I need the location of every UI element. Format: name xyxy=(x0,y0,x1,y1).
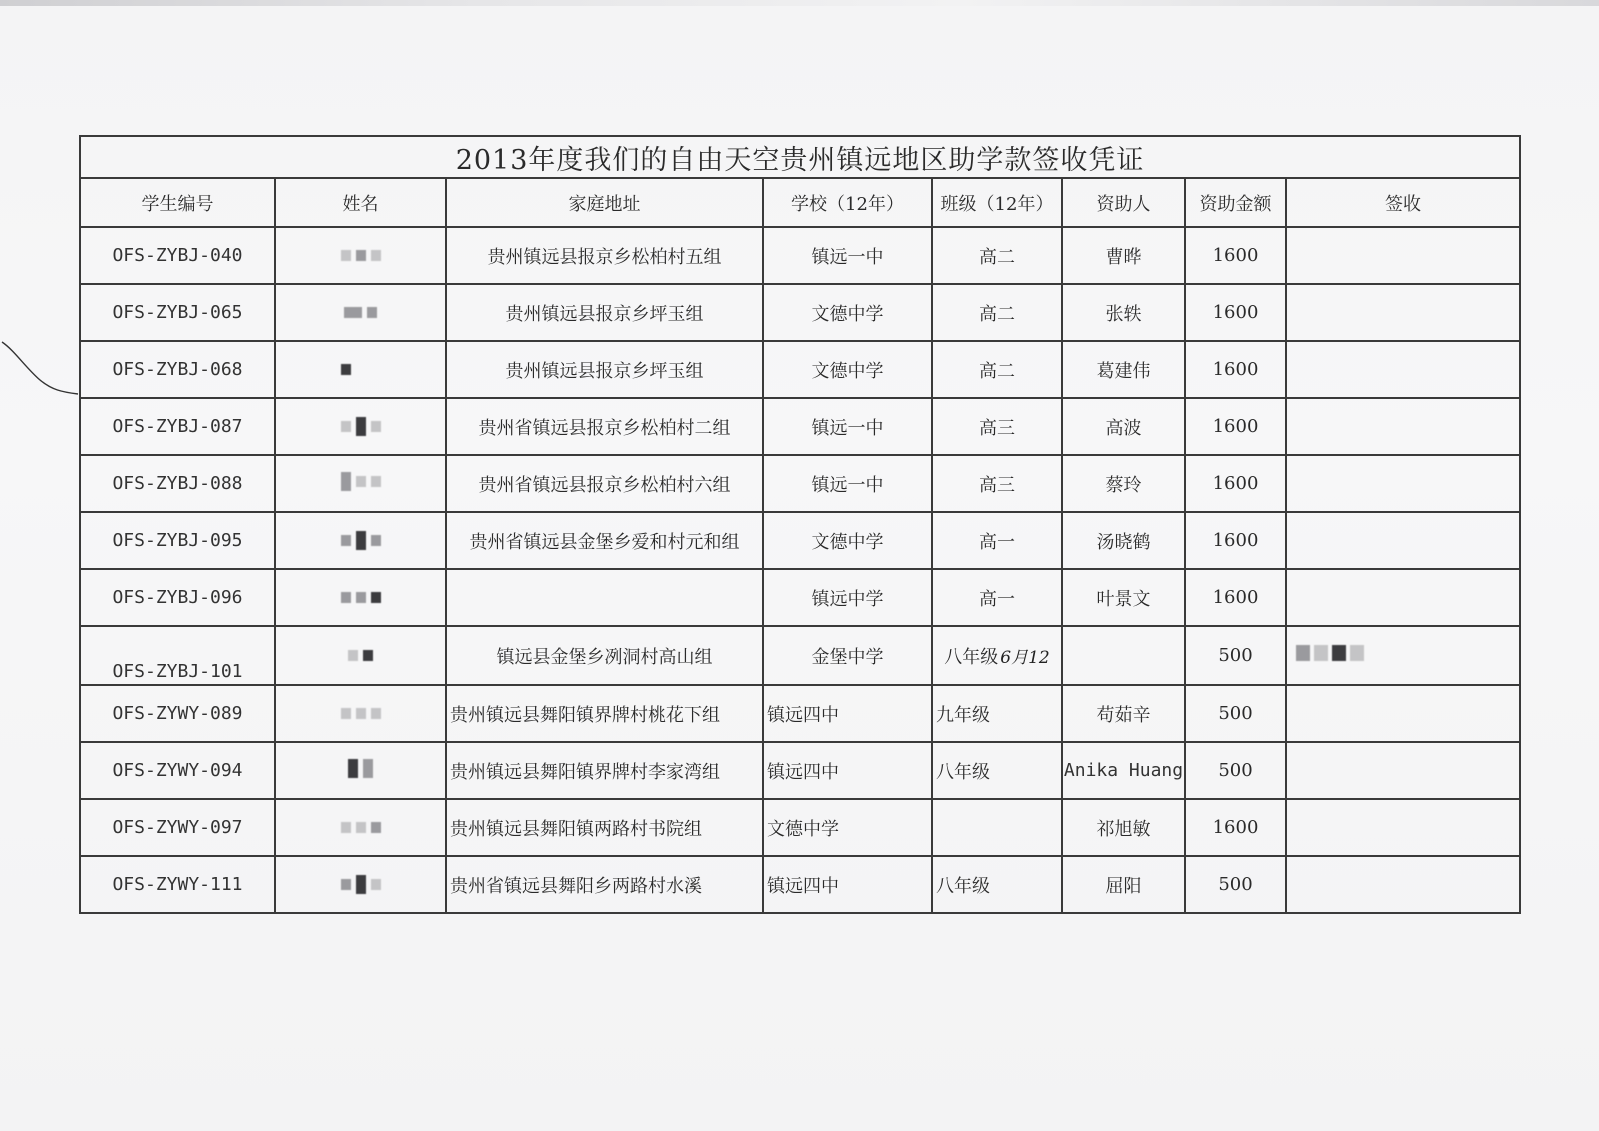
school: 金堡中学 xyxy=(763,626,932,685)
name-redacted xyxy=(275,856,446,913)
signature-cell xyxy=(1286,284,1520,341)
grade: 八年级 xyxy=(932,742,1062,799)
amount: 500 xyxy=(1185,626,1286,685)
sponsor: 曹晔 xyxy=(1062,227,1185,284)
school: 文德中学 xyxy=(763,284,932,341)
address: 贵州省镇远县报京乡松柏村六组 xyxy=(446,455,763,512)
signature-cell xyxy=(1286,626,1520,685)
signature-cell xyxy=(1286,398,1520,455)
amount: 1600 xyxy=(1185,569,1286,626)
name-redacted xyxy=(275,569,446,626)
table-row xyxy=(80,742,1520,799)
amount: 500 xyxy=(1185,856,1286,913)
address: 贵州省镇远县舞阳乡两路村水溪 xyxy=(446,856,763,913)
amount: 500 xyxy=(1185,685,1286,742)
header-school: 学校（12年） xyxy=(763,178,932,227)
table-row xyxy=(80,626,1520,685)
address: 贵州省镇远县报京乡松柏村二组 xyxy=(446,398,763,455)
student-id: OFS-ZYBJ-068 xyxy=(80,341,275,398)
sponsor: 汤晓鹤 xyxy=(1062,512,1185,569)
signature-cell xyxy=(1286,227,1520,284)
sponsor: 张轶 xyxy=(1062,284,1185,341)
grade xyxy=(932,799,1062,856)
paper-edge xyxy=(0,0,1599,6)
sponsor: 屈阳 xyxy=(1062,856,1185,913)
student-id: OFS-ZYBJ-088 xyxy=(80,455,275,512)
receipt-table xyxy=(79,135,1521,914)
header-student-id: 学生编号 xyxy=(80,178,275,227)
school: 镇远四中 xyxy=(763,856,932,913)
student-id: OFS-ZYWY-089 xyxy=(80,685,275,742)
signature-cell xyxy=(1286,856,1520,913)
student-id: OFS-ZYBJ-096 xyxy=(80,569,275,626)
table-row xyxy=(80,227,1520,284)
name-redacted xyxy=(275,512,446,569)
school: 镇远四中 xyxy=(763,685,932,742)
address: 贵州镇远县报京乡松柏村五组 xyxy=(446,227,763,284)
table-row xyxy=(80,398,1520,455)
amount: 1600 xyxy=(1185,398,1286,455)
name-redacted xyxy=(275,685,446,742)
student-id: OFS-ZYBJ-095 xyxy=(80,512,275,569)
school: 镇远中学 xyxy=(763,569,932,626)
school: 镇远一中 xyxy=(763,227,932,284)
signature-cell xyxy=(1286,799,1520,856)
grade: 高二 xyxy=(932,227,1062,284)
sponsor: Anika Huang xyxy=(1062,742,1185,799)
grade-cell xyxy=(932,626,1062,685)
sponsor: 苟茹辛 xyxy=(1062,685,1185,742)
sponsor: 祁旭敏 xyxy=(1062,799,1185,856)
signature-cell xyxy=(1286,341,1520,398)
student-id: OFS-ZYWY-097 xyxy=(80,799,275,856)
amount: 1600 xyxy=(1185,284,1286,341)
amount: 1600 xyxy=(1185,455,1286,512)
header-grade: 班级（12年） xyxy=(932,178,1062,227)
amount: 1600 xyxy=(1185,512,1286,569)
address: 贵州镇远县舞阳镇界牌村桃花下组 xyxy=(446,685,763,742)
header-signature: 签收 xyxy=(1286,178,1520,227)
school: 镇远一中 xyxy=(763,455,932,512)
name-redacted xyxy=(275,341,446,398)
sponsor: 蔡玲 xyxy=(1062,455,1185,512)
sponsor xyxy=(1062,626,1185,685)
name-redacted xyxy=(275,398,446,455)
name-redacted xyxy=(275,284,446,341)
grade: 八年级 xyxy=(932,856,1062,913)
table-row xyxy=(80,856,1520,913)
grade: 八年级 xyxy=(944,646,999,668)
address: 贵州镇远县舞阳镇两路村书院组 xyxy=(446,799,763,856)
header-name: 姓名 xyxy=(275,178,446,227)
amount: 1600 xyxy=(1185,799,1286,856)
amount: 500 xyxy=(1185,742,1286,799)
address: 贵州省镇远县金堡乡爱和村元和组 xyxy=(446,512,763,569)
grade: 高二 xyxy=(932,284,1062,341)
signature-cell xyxy=(1286,569,1520,626)
grade: 高三 xyxy=(932,398,1062,455)
sponsor: 高波 xyxy=(1062,398,1185,455)
header-sponsor: 资助人 xyxy=(1062,178,1185,227)
name-redacted xyxy=(275,455,446,512)
name-redacted xyxy=(275,799,446,856)
school: 镇远四中 xyxy=(763,742,932,799)
signature-cell xyxy=(1286,685,1520,742)
header-amount: 资助金额 xyxy=(1185,178,1286,227)
table-row xyxy=(80,284,1520,341)
name-redacted xyxy=(275,227,446,284)
name-redacted xyxy=(275,626,446,685)
signature-cell xyxy=(1286,742,1520,799)
grade: 高一 xyxy=(932,569,1062,626)
address: 贵州镇远县报京乡坪玉组 xyxy=(446,341,763,398)
amount: 1600 xyxy=(1185,341,1286,398)
handwritten-note: 6月12 xyxy=(1000,647,1050,668)
table-row xyxy=(80,512,1520,569)
school: 文德中学 xyxy=(763,341,932,398)
table-row xyxy=(80,455,1520,512)
grade: 高二 xyxy=(932,341,1062,398)
name-redacted xyxy=(275,742,446,799)
address: 贵州镇远县舞阳镇界牌村李家湾组 xyxy=(446,742,763,799)
table-row xyxy=(80,569,1520,626)
signature-cell xyxy=(1286,455,1520,512)
student-id: OFS-ZYWY-111 xyxy=(80,856,275,913)
school: 镇远一中 xyxy=(763,398,932,455)
grade: 九年级 xyxy=(932,685,1062,742)
student-id: OFS-ZYBJ-040 xyxy=(80,227,275,284)
table-row xyxy=(80,799,1520,856)
header-address: 家庭地址 xyxy=(446,178,763,227)
sponsor: 叶景文 xyxy=(1062,569,1185,626)
student-id: OFS-ZYBJ-087 xyxy=(80,398,275,455)
address xyxy=(446,569,763,626)
school: 文德中学 xyxy=(763,799,932,856)
document-title: 2013年度我们的自由天空贵州镇远地区助学款签收凭证 xyxy=(80,136,1520,178)
student-id: OFS-ZYBJ-101 xyxy=(80,626,275,685)
table-row xyxy=(80,685,1520,742)
signature-redacted xyxy=(1296,645,1364,661)
address: 镇远县金堡乡冽洞村高山组 xyxy=(446,626,763,685)
pen-stroke xyxy=(0,330,90,410)
table-row xyxy=(80,341,1520,398)
address: 贵州镇远县报京乡坪玉组 xyxy=(446,284,763,341)
school: 文德中学 xyxy=(763,512,932,569)
student-id: OFS-ZYBJ-065 xyxy=(80,284,275,341)
sponsor: 葛建伟 xyxy=(1062,341,1185,398)
grade: 高三 xyxy=(932,455,1062,512)
amount: 1600 xyxy=(1185,227,1286,284)
signature-cell xyxy=(1286,512,1520,569)
grade: 高一 xyxy=(932,512,1062,569)
student-id: OFS-ZYWY-094 xyxy=(80,742,275,799)
